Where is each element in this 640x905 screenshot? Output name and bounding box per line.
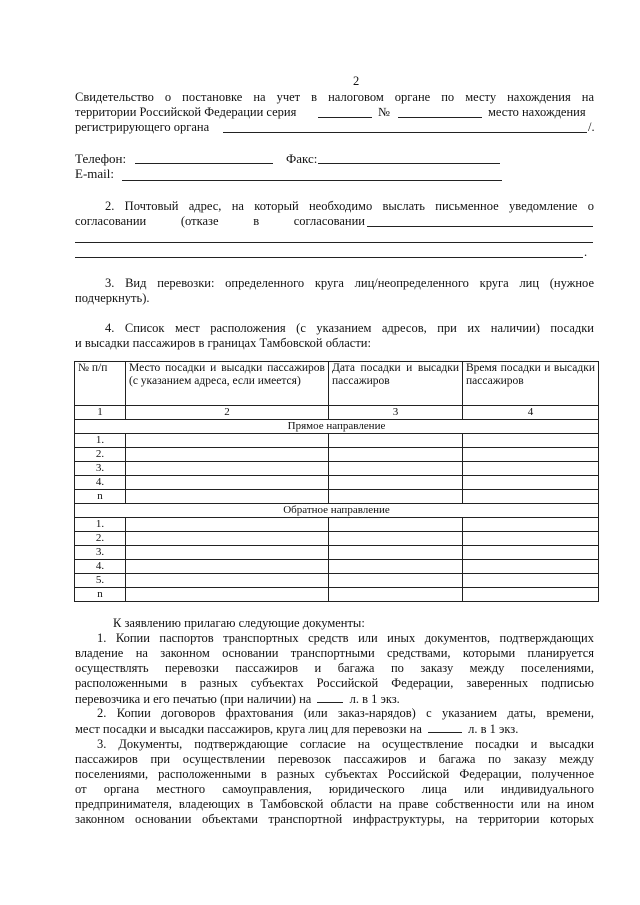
item3-line-1-text: 3. Вид перевозки: определенного круга лиц/неопределенного круга лиц (нужное: [105, 276, 594, 290]
table-row: [75, 546, 599, 560]
row-number: 5.: [75, 574, 126, 588]
time-cell[interactable]: [463, 448, 599, 462]
place-cell[interactable]: [126, 574, 329, 588]
stops-table: [74, 361, 599, 602]
attachment-1: [75, 631, 594, 707]
time-cell[interactable]: [463, 532, 599, 546]
item3-line-1: [75, 276, 594, 291]
attachment-2-sheets: л. в 1 экз.: [468, 722, 519, 736]
col-number-4: 4: [463, 406, 599, 420]
attachment-1-last-text: перевозчика и его печатью (при наличии) на: [75, 692, 312, 706]
place-cell[interactable]: [126, 546, 329, 560]
attachment-3-line: поселениями, расположенными в разных субъектах Российской Федерации, полученное: [75, 767, 594, 781]
postal-address-field-2[interactable]: [75, 242, 593, 243]
date-cell[interactable]: [329, 434, 463, 448]
row-number: 4.: [75, 476, 126, 490]
table-row: [75, 560, 599, 574]
attachment-1-line: владение на законном основании транспортными средствами, которыми планируется: [75, 646, 594, 660]
item4-line-1-text: 4. Список мест расположения (с указанием адресов, при их наличии) посадки: [105, 321, 594, 335]
row-number: 4.: [75, 560, 126, 574]
row-number: 2.: [75, 448, 126, 462]
date-cell[interactable]: [329, 546, 463, 560]
series-field[interactable]: [318, 117, 372, 118]
intro-line-3-a: регистрирующего органа: [75, 120, 210, 134]
date-cell[interactable]: [329, 532, 463, 546]
table-row: [75, 490, 599, 504]
attachment-2: [75, 706, 594, 737]
table-row: [75, 462, 599, 476]
item3-line-2: подчеркнуть).: [75, 291, 150, 305]
intro-line-2-a: территории Российской Федерации серия: [75, 105, 297, 119]
place-cell[interactable]: [126, 560, 329, 574]
intro-line-3-end: /.: [588, 120, 595, 134]
attachment-1-line: осуществлять перевозки пассажиров и багажа по заказу между поселениями,: [75, 661, 594, 675]
item4-line-1: [75, 321, 594, 336]
item2-line-1: [75, 199, 594, 214]
header-cell-place: Место посадки и высадки пассажиров (с указанием адреса, если имеется): [126, 362, 329, 406]
table-row: [75, 518, 599, 532]
time-cell[interactable]: [463, 476, 599, 490]
item4-line-2: и высадки пассажиров в границах Тамбовской области:: [75, 336, 371, 350]
row-number: 1.: [75, 434, 126, 448]
time-cell[interactable]: [463, 588, 599, 602]
item2-end: .: [584, 245, 588, 259]
row-number: n: [75, 490, 126, 504]
time-cell[interactable]: [463, 434, 599, 448]
header-cell-date: Дата посадки и высадки пассажиров: [329, 362, 463, 406]
sheets-count-field-2[interactable]: [428, 721, 462, 733]
date-cell[interactable]: [329, 518, 463, 532]
attachment-1-last-line: [75, 691, 594, 707]
number-field[interactable]: [398, 117, 482, 118]
attachment-3-line: от органа местного самоуправления, юридического лица или индивидуального: [75, 782, 594, 796]
attachment-1-sheets: л. в 1 экз.: [349, 692, 400, 706]
date-cell[interactable]: [329, 476, 463, 490]
place-cell[interactable]: [126, 476, 329, 490]
sheets-count-field-1[interactable]: [317, 691, 343, 703]
attachment-3-line: законном основании объектами транспортной инфраструктуры, на территории которых: [75, 812, 594, 826]
attachment-1-line: 1. Копии паспортов транспортных средств или иных документов, подтверждающих: [97, 631, 594, 645]
date-cell[interactable]: [329, 462, 463, 476]
page-number: 2: [353, 74, 360, 88]
time-cell[interactable]: [463, 560, 599, 574]
time-cell[interactable]: [463, 518, 599, 532]
time-cell[interactable]: [463, 462, 599, 476]
row-number: n: [75, 588, 126, 602]
email-field[interactable]: [122, 180, 502, 181]
item2-line-2: согласовании (отказе в согласовании: [75, 214, 365, 228]
time-cell[interactable]: [463, 546, 599, 560]
time-cell[interactable]: [463, 490, 599, 504]
row-number: 3.: [75, 462, 126, 476]
attachment-3: [75, 737, 594, 827]
attachments-intro: К заявлению прилагаю следующие документы:: [113, 616, 365, 630]
date-cell[interactable]: [329, 560, 463, 574]
intro-line-1: Свидетельство о постановке на учет в налоговом органе по месту нахождения на: [75, 90, 594, 104]
attachment-3-line: 3. Документы, подтверждающие согласие на осуществление посадки и высадки: [97, 737, 594, 751]
email-label: E-mail:: [75, 166, 114, 181]
postal-address-field-1[interactable]: [367, 226, 593, 227]
place-cell[interactable]: [126, 434, 329, 448]
table-row: [75, 532, 599, 546]
attachment-2-last-text: мест посадки и высадки пассажиров, круга лиц для перевозки на: [75, 722, 422, 736]
attachment-3-line: предпринимателя, владеющих в Тамбовской области на праве собственности или на ином: [75, 797, 594, 811]
col-number-3: 3: [329, 406, 463, 420]
date-cell[interactable]: [329, 448, 463, 462]
col-number-2: 2: [126, 406, 329, 420]
date-cell[interactable]: [329, 588, 463, 602]
table-row: [75, 574, 599, 588]
header-cell-number: № п/п: [75, 362, 126, 406]
place-cell[interactable]: [126, 490, 329, 504]
attachment-3-line: пассажиров при осуществлении перевозок пассажиров и багажа по заказу между: [75, 752, 594, 766]
table-row: [75, 434, 599, 448]
row-number: 3.: [75, 546, 126, 560]
table-row: [75, 588, 599, 602]
postal-address-field-3[interactable]: [75, 257, 583, 258]
fax-field[interactable]: [318, 163, 500, 164]
fax-label: Факс:: [286, 151, 318, 166]
attachment-2-last-line: [75, 721, 594, 737]
col-number-1: 1: [75, 406, 126, 420]
row-number: 2.: [75, 532, 126, 546]
date-cell[interactable]: [329, 574, 463, 588]
item2-line-1-text: 2. Почтовый адрес, на который необходимо выслать письменное уведомление о: [105, 199, 594, 213]
date-cell[interactable]: [329, 490, 463, 504]
place-cell[interactable]: [126, 462, 329, 476]
time-cell[interactable]: [463, 574, 599, 588]
section-forward: Прямое направление: [75, 420, 599, 434]
place-cell[interactable]: [126, 448, 329, 462]
attachment-2-line: 2. Копии договоров фрахтования (или заказ-нарядов) с указанием даты, времени,: [97, 706, 594, 720]
attachment-1-line: расположенными в разных субъектах Российской Федерации, заверенных подписью: [75, 676, 594, 690]
place-cell[interactable]: [126, 532, 329, 546]
phone-field[interactable]: [135, 163, 273, 164]
table-row: [75, 448, 599, 462]
table-row: [75, 476, 599, 490]
intro-line-2-c: место нахождения: [488, 105, 586, 119]
intro-number-sign: №: [378, 105, 390, 119]
header-cell-time: Время посадки и высадки пассажиров: [463, 362, 599, 406]
row-number: 1.: [75, 518, 126, 532]
phone-label: Телефон:: [75, 151, 127, 166]
registration-location-field[interactable]: [223, 132, 587, 133]
section-backward: Обратное направление: [75, 504, 599, 518]
place-cell[interactable]: [126, 518, 329, 532]
place-cell[interactable]: [126, 588, 329, 602]
